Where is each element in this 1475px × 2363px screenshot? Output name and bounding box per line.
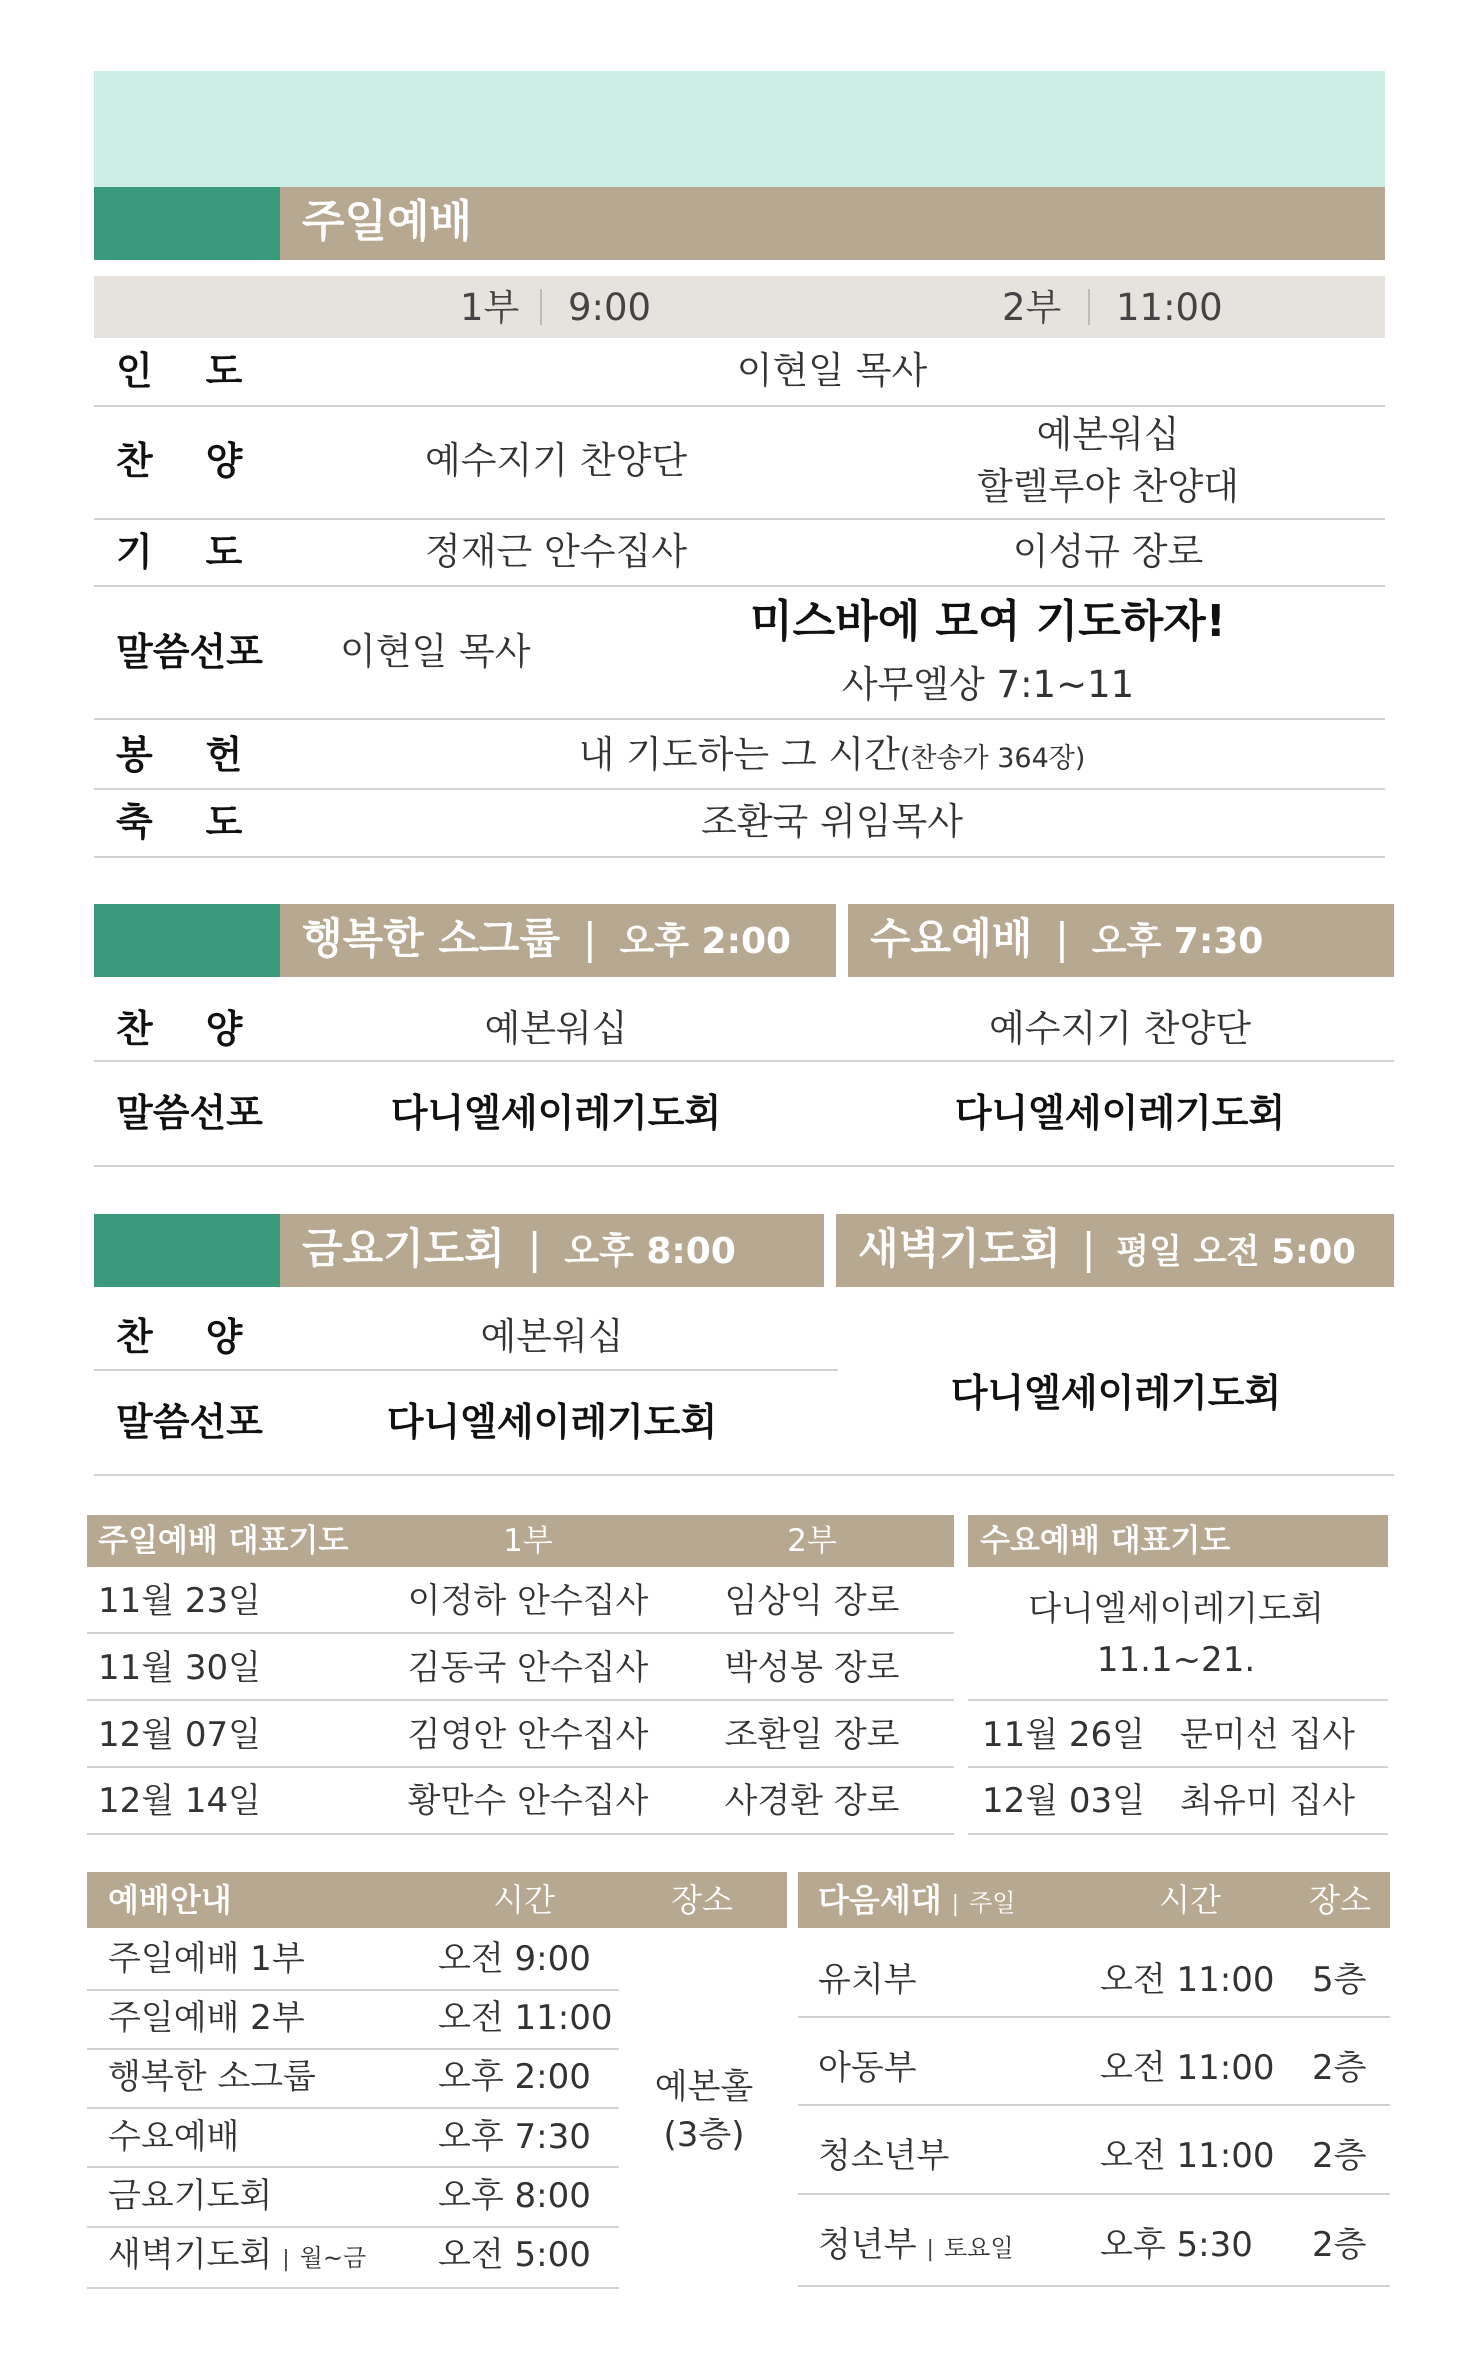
sunday-prayer-row4-p2: 사경환 장로 [724, 1781, 900, 1821]
divider [968, 1766, 1388, 1768]
friday-praise-label: 찬 양 [116, 1315, 243, 1359]
worship-guide-title: 예배안내 [108, 1881, 232, 1919]
sunday-col2-divider [1088, 289, 1090, 325]
sunday-prayer-col2: 2부 [787, 1523, 837, 1559]
nextgen-name: 다음세대 [818, 1881, 942, 1919]
dawn-value: 다니엘세이레기도회 [950, 1371, 1282, 1415]
divider [94, 718, 1385, 720]
guide-row5-time: 오후 8:00 [438, 2176, 591, 2216]
wednesday-name: 수요예배 [870, 914, 1033, 963]
divider [968, 1833, 1388, 1835]
smallgroup-title [302, 914, 792, 963]
nextgen-row4-sub: 토요일 [943, 2234, 1014, 2262]
sunday-prayer-col1: 1부 [503, 1523, 553, 1559]
divider [87, 2226, 619, 2228]
divider [798, 2016, 1390, 2018]
sunday-prayer-row1-date: 11월 23일 [98, 1581, 262, 1621]
divider [968, 1699, 1388, 1701]
worship-guide-col-place: 장소 [671, 1881, 733, 1919]
divider [94, 518, 1385, 520]
nextgen-row2-place: 2층 [1312, 2048, 1367, 2088]
nextgen-row4-name [818, 2225, 1014, 2265]
mid-sermon-label: 말씀선포 [116, 1091, 263, 1135]
top-banner [94, 71, 1385, 187]
guide-row1-time: 오전 9:00 [438, 1939, 591, 1979]
offering-hymn: (찬송가 364장) [899, 743, 1086, 774]
sunday-prayer-row3-p2: 조환일 장로 [724, 1715, 900, 1755]
divider [87, 1989, 619, 1991]
divider [94, 788, 1385, 790]
sunday-col2-time: 11:00 [1116, 286, 1223, 329]
guide-row1-name: 주일예배 1부 [108, 1939, 305, 1979]
guide-row3-time: 오후 2:00 [438, 2057, 591, 2097]
divider [87, 1766, 954, 1768]
sunday-col2-part: 2부 [1002, 286, 1062, 329]
divider [87, 2287, 619, 2289]
divider [94, 405, 1385, 407]
guide-row6-sep: | [282, 2247, 290, 2272]
nextgen-row1-name: 유치부 [818, 1960, 917, 2000]
wed-prayer-title: 수요예배 대표기도 [980, 1523, 1231, 1559]
wednesday-sermon: 다니엘세이레기도회 [954, 1091, 1286, 1135]
friday-sermon: 다니엘세이레기도회 [386, 1400, 718, 1444]
divider [798, 2193, 1390, 2195]
guide-row2-time: 오전 11:00 [438, 1998, 613, 2038]
sermon-scripture: 사무엘상 7:1~11 [841, 663, 1135, 706]
smallgroup-accent-block [94, 904, 280, 977]
invocation-label: 인 도 [116, 349, 243, 393]
sunday-prayer-row3-p1: 김영안 안수집사 [407, 1715, 649, 1755]
divider [87, 1833, 954, 1835]
wed-prayer-row2-date: 12월 03일 [982, 1781, 1146, 1821]
sunday-col1-divider [540, 289, 542, 325]
praise-part1: 예수지기 찬양단 [425, 439, 687, 482]
guide-row3-name: 행복한 소그룹 [108, 2057, 316, 2097]
friday-sep: | [527, 1224, 542, 1273]
smallgroup-time: 오후 2:00 [619, 921, 792, 962]
sunday-prayer-title: 주일예배 대표기도 [98, 1523, 349, 1559]
praise-label: 찬 양 [116, 439, 243, 483]
dawn-time: 평일 오전 5:00 [1116, 1232, 1356, 1272]
sunday-prayer-row3-date: 12월 07일 [98, 1715, 262, 1755]
guide-place-line1: 예본홀 [654, 2067, 754, 2107]
sunday-accent-block [94, 187, 280, 260]
benediction-label: 축 도 [116, 800, 243, 844]
divider [87, 1699, 954, 1701]
nextgen-col-place: 장소 [1309, 1881, 1371, 1919]
praise-part2-line1: 예본워십 [1036, 413, 1180, 456]
offering-value [578, 733, 1086, 776]
prayer-part1: 정재근 안수집사 [425, 530, 687, 573]
prayer-part2: 이성규 장로 [1012, 530, 1204, 573]
divider [87, 1632, 954, 1634]
praise-part2-line2: 할렐루야 찬양대 [977, 465, 1239, 508]
worship-guide-col-time: 시간 [493, 1881, 555, 1919]
guide-row2-name: 주일예배 2부 [108, 1998, 305, 2038]
friday-time: 오후 8:00 [564, 1231, 736, 1272]
offering-label: 봉 헌 [116, 733, 243, 777]
friday-name: 금요기도회 [302, 1224, 505, 1273]
guide-row6-sub: 월~금 [299, 2244, 367, 2272]
sunday-prayer-row1-p2: 임상익 장로 [724, 1581, 900, 1621]
divider [798, 2104, 1390, 2106]
prayer-label: 기 도 [116, 530, 243, 574]
guide-row6-time: 오전 5:00 [438, 2235, 591, 2275]
nextgen-row3-place: 2층 [1312, 2136, 1367, 2176]
wed-prayer-row2-name: 최유미 집사 [1180, 1781, 1356, 1821]
nextgen-sub: 주일 [969, 1889, 1016, 1917]
wednesday-title [870, 914, 1264, 963]
offering-song: 내 기도하는 그 시간 [578, 733, 900, 776]
nextgen-col-time: 시간 [1159, 1881, 1221, 1919]
wed-prayer-row1-name: 문미선 집사 [1180, 1715, 1356, 1755]
nextgen-row2-time: 오전 11:00 [1100, 2048, 1275, 2088]
divider [94, 1060, 1394, 1062]
smallgroup-name: 행복한 소그룹 [302, 914, 561, 963]
wednesday-praise: 예수지기 찬양단 [989, 1007, 1251, 1050]
sunday-prayer-row2-p1: 김동국 안수집사 [407, 1648, 649, 1688]
sermon-title: 미스바에 모여 기도하자! [750, 596, 1226, 647]
guide-row6-label: 새벽기도회 [108, 2235, 273, 2275]
sermon-preacher: 이현일 목사 [340, 630, 531, 673]
divider [87, 2048, 619, 2050]
sunday-prayer-row4-date: 12월 14일 [98, 1781, 262, 1821]
smallgroup-praise: 예본워십 [484, 1007, 628, 1050]
divider [94, 856, 1385, 858]
nextgen-row1-place: 5층 [1312, 1960, 1367, 2000]
nextgen-row4-place: 2층 [1312, 2225, 1367, 2265]
nextgen-row3-time: 오전 11:00 [1100, 2136, 1275, 2176]
nextgen-sep: | [951, 1892, 960, 1917]
wed-prayer-special-line1: 다니엘세이레기도회 [1028, 1589, 1324, 1629]
nextgen-row4-sep: | [926, 2237, 934, 2262]
nextgen-row3-name: 청소년부 [818, 2136, 950, 2176]
dawn-name: 새벽기도회 [858, 1224, 1061, 1273]
smallgroup-sep: | [582, 914, 597, 963]
guide-row4-name: 수요예배 [108, 2117, 240, 2157]
wednesday-time: 오후 7:30 [1091, 921, 1264, 962]
mid-praise-label: 찬 양 [116, 1007, 243, 1051]
sunday-col1-part: 1부 [460, 286, 520, 329]
divider [94, 1474, 1394, 1476]
divider [87, 2107, 619, 2109]
sunday-title: 주일예배 [302, 196, 473, 247]
nextgen-row4-time: 오후 5:30 [1100, 2225, 1253, 2265]
divider [94, 1369, 838, 1371]
nextgen-row1-time: 오전 11:00 [1100, 1960, 1275, 2000]
dawn-sep: | [1081, 1224, 1096, 1273]
guide-row5-name: 금요기도회 [108, 2176, 273, 2216]
wed-prayer-special-line2: 11.1~21. [1096, 1640, 1256, 1680]
divider [94, 1165, 1394, 1167]
dawn-title [858, 1224, 1356, 1273]
sermon-label: 말씀선포 [116, 630, 263, 674]
invocation-value: 이현일 목사 [736, 349, 928, 392]
guide-place-line2: (3층) [663, 2115, 745, 2155]
smallgroup-sermon: 다니엘세이레기도회 [390, 1091, 722, 1135]
guide-row6-name [108, 2235, 367, 2275]
divider [94, 585, 1385, 587]
friday-title [302, 1224, 736, 1273]
friday-accent-block [94, 1214, 280, 1287]
divider [87, 2166, 619, 2168]
nextgen-row2-name: 아동부 [818, 2048, 917, 2088]
sunday-col1-time: 9:00 [568, 286, 652, 329]
nextgen-title [818, 1881, 1016, 1919]
wednesday-sep: | [1054, 914, 1070, 963]
nextgen-row4-label: 청년부 [818, 2225, 917, 2265]
friday-sermon-label: 말씀선포 [116, 1400, 263, 1444]
sunday-prayer-row2-p2: 박성봉 장로 [724, 1648, 900, 1688]
divider [798, 2285, 1390, 2287]
friday-praise: 예본워십 [480, 1315, 624, 1358]
benediction-value: 조환국 위임목사 [701, 800, 963, 843]
sunday-prayer-row1-p1: 이정하 안수집사 [407, 1581, 649, 1621]
wed-prayer-row1-date: 11월 26일 [982, 1715, 1146, 1755]
sunday-prayer-row2-date: 11월 30일 [98, 1648, 262, 1688]
sunday-prayer-row4-p1: 황만수 안수집사 [407, 1781, 649, 1821]
guide-row4-time: 오후 7:30 [438, 2117, 591, 2157]
